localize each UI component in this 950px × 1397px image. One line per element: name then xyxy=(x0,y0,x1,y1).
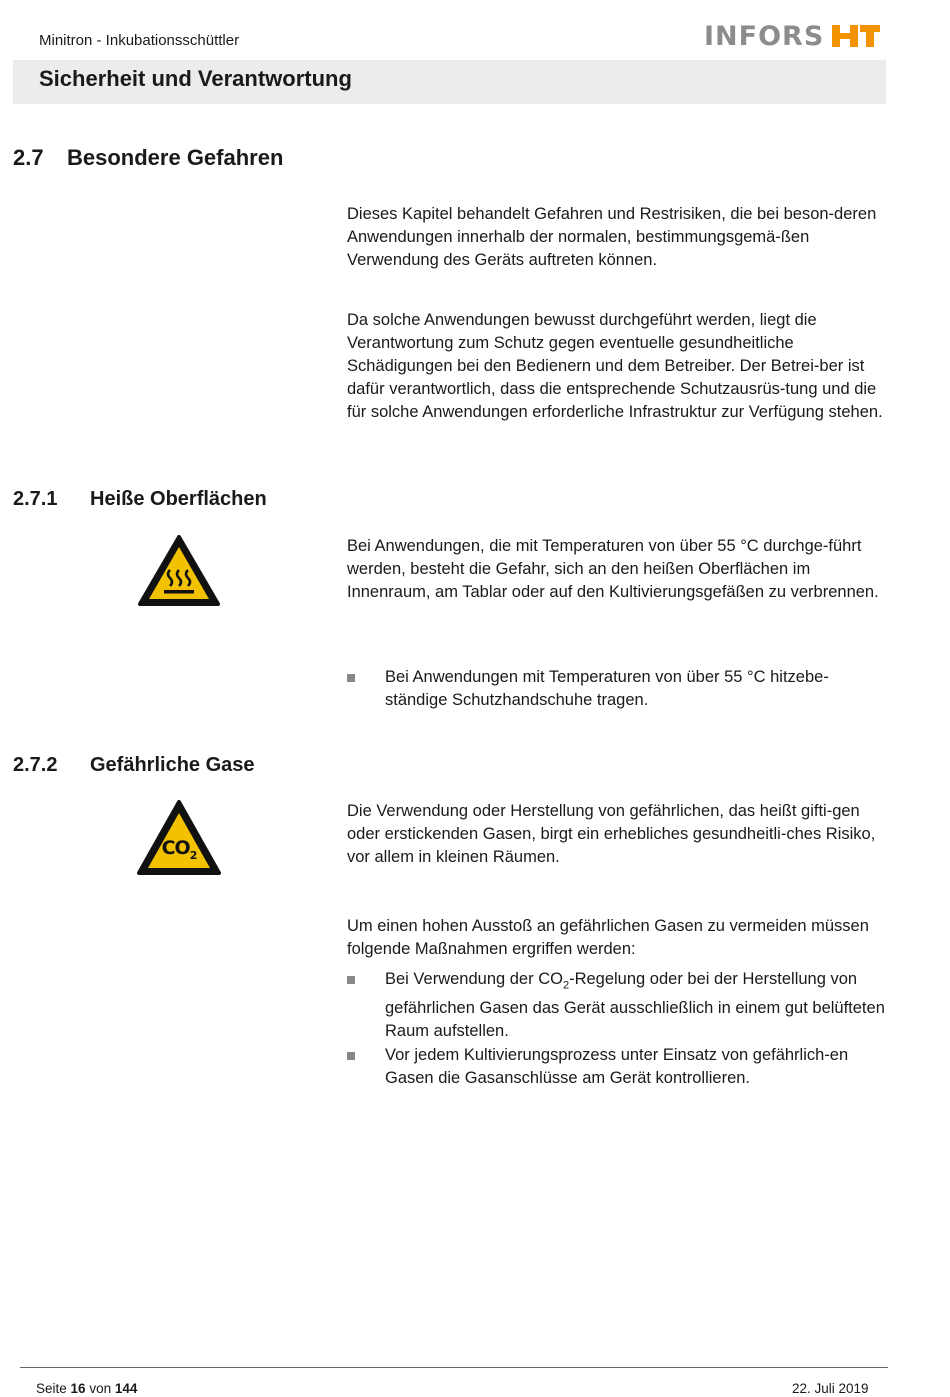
infors-ht-logo xyxy=(704,20,882,52)
co2-icon-label-sub: 2 xyxy=(189,848,197,862)
bullet-square-icon xyxy=(347,976,355,984)
bullet-square-icon xyxy=(347,1052,355,1060)
list-item xyxy=(347,666,887,712)
bullet-text: Vor jedem Kultivierungsprozess unter Einsatz von gefährlich-en Gasen die Gasanschlüsse am Gerät kontrollieren. xyxy=(385,1046,849,1087)
bullet-text: Bei Anwendungen mit Temperaturen von über 55 °C hitzebe-ständige Schutzhandschuhe tragen. xyxy=(385,668,829,709)
heading-2-7-2-title: Gefährliche Gase xyxy=(90,754,255,776)
section-header-title: Sicherheit und Verantwortung xyxy=(39,66,352,91)
footer-divider xyxy=(20,1367,888,1368)
heading-2-7-number: 2.7 xyxy=(13,145,44,170)
page-number: Seite 16 von 144 xyxy=(36,1381,138,1396)
paragraph-2-7-intro: Dieses Kapitel behandelt Gefahren und Restrisiken, die bei beson-deren Anwendungen innerhalb der normalen, bestimmungsgemä-ßen Verwendung des Geräts auftreten können. xyxy=(347,205,877,269)
logo-ht-mark xyxy=(830,23,882,49)
heading-2-7-1-title: Heiße Oberflächen xyxy=(90,488,267,510)
co2-warning-icon xyxy=(136,799,222,877)
list-item xyxy=(347,968,887,1043)
heading-2-7-2-number: 2.7.2 xyxy=(13,754,58,776)
document-title: Minitron - Inkubationsschüttler xyxy=(39,32,240,49)
heading-2-7-1-number: 2.7.1 xyxy=(13,488,58,510)
logo-text: INFORS xyxy=(704,20,825,52)
heading-2-7-title: Besondere Gefahren xyxy=(67,145,284,170)
paragraph-2-7-2-measures: Um einen hohen Ausstoß an gefährlichen Gasen zu vermeiden müssen folgende Maßnahmen ergriffen werden: xyxy=(347,917,869,958)
bullet-text: Bei Verwendung der $CO_2$-Regelung oder bei der Herstellung von gefährlichen Gasen das Gerät ausschließlich in einem gut belüfteten Raum aufstellen. xyxy=(385,970,885,1041)
paragraph-2-7-1-hot-surfaces: Bei Anwendungen, die mit Temperaturen von über 55 °C durchge-führt werden, besteht die Gefahr, sich an den heißen Oberflächen im Innenraum, am Tablar oder auf den Kultivierungsgefäßen zu verbrennen. xyxy=(347,537,879,601)
hot-surface-warning-icon xyxy=(137,534,221,608)
list-item xyxy=(347,1044,887,1090)
footer-date: 22. Juli 2019 xyxy=(792,1381,869,1396)
paragraph-2-7-2-gases: Die Verwendung oder Herstellung von gefährlichen, das heißt gifti-gen oder erstickenden Gasen, birgt ein erhebliches gesundheitli-ches Risiko, vor allem in kleinen Räumen. xyxy=(347,802,876,866)
bullet-square-icon xyxy=(347,674,355,682)
paragraph-2-7-responsibility: Da solche Anwendungen bewusst durchgeführt werden, liegt die Verantwortung zum Schutz gegen eventuelle gesundheitliche Schädigungen bei den Bedienern und dem Betreiber. Der Betrei-ber ist dafür verantwortlich, dass die entsprechende Schutzausrüs-tung und die für solche Anwendungen erforderliche Infrastruktur zur Verfügung stehen. xyxy=(347,311,883,421)
co2-icon-label: CO xyxy=(161,837,190,859)
